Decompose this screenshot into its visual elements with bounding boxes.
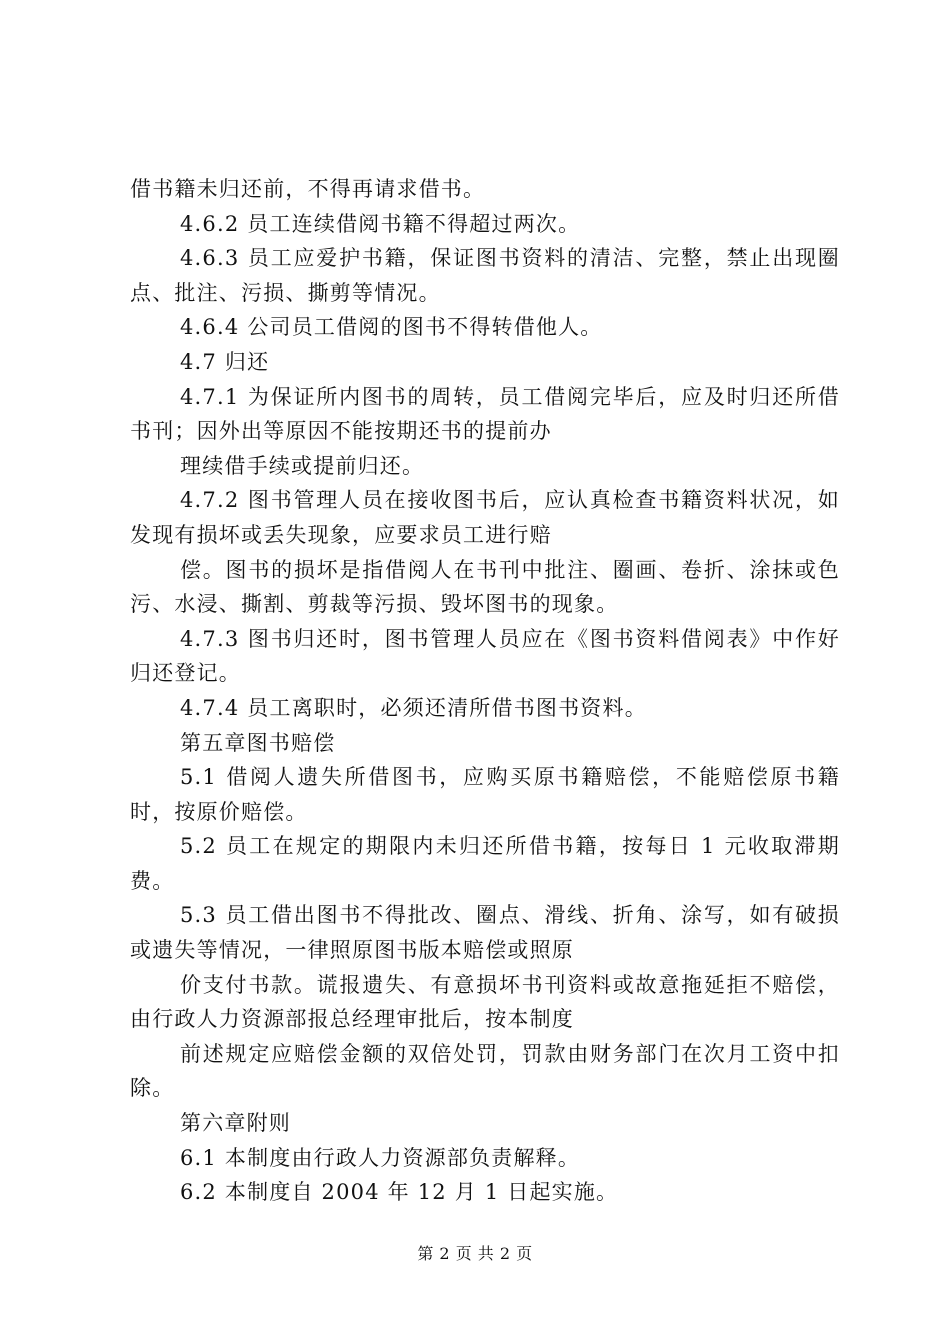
- paragraph-4-7-3: 4.7.3 图书归还时，图书管理人员应在《图书资料借阅表》中作好归还登记。: [130, 626, 840, 686]
- paragraph-4-7-1-continued: 理续借手续或提前归还。: [180, 453, 425, 478]
- paragraph-continuation: 借书籍未归还前，不得再请求借书。: [130, 177, 486, 201]
- paragraph-4-6-3: 4.6.3 员工应爱护书籍，保证图书资料的清洁、完整，禁止出现圈点、批注、污损、撕剪等情况。: [130, 246, 840, 305]
- paragraph-4-6-2: 4.6.2 员工连续借阅书籍不得超过两次。: [180, 211, 581, 236]
- page-number-label: 第 2 页 共 2 页: [417, 1244, 533, 1263]
- paragraph-6-1: 6.1 本制度由行政人力资源部负责解释。: [180, 1145, 581, 1170]
- paragraph-4-7-2: 4.7.2 图书管理人员在接收图书后，应认真检查书籍资料状况，如发现有损坏或丢失现象，应要求员工进行赔: [130, 488, 840, 547]
- paragraph-6-2: 6.2 本制度自 2004 年 12 月 1 日起实施。: [180, 1180, 619, 1205]
- paragraph-4-7-4: 4.7.4 员工离职时，必须还清所借书图书资料。: [180, 695, 647, 720]
- section-heading-4-7: 4.7 归还: [180, 349, 270, 374]
- page-footer: [0, 1244, 950, 1264]
- document-body: [130, 172, 840, 1210]
- paragraph-5-3: 5.3 员工借出图书不得批改、圈点、滑线、折角、涂写，如有破损或遗失等情况，一律照原图书版本赔偿或照原: [130, 903, 840, 963]
- chapter-heading-6: 第六章附则: [180, 1111, 291, 1136]
- paragraph-5-3-continued: 价支付书款。谎报遗失、有意损坏书刊资料或故意拖延拒不赔偿，由行政人力资源部报总经理审批后，按本制度: [130, 972, 840, 1032]
- chapter-heading-5: 第五章图书赔偿: [180, 730, 336, 755]
- paragraph-4-7-1: 4.7.1 为保证所内图书的周转，员工借阅完毕后，应及时归还所借书刊；因外出等原因不能按期还书的提前办: [130, 384, 840, 444]
- paragraph-4-6-4: 4.6.4 公司员工借阅的图书不得转借他人。: [180, 315, 603, 340]
- paragraph-4-7-2-continued: 偿。图书的损坏是指借阅人在书刊中批注、圈画、卷折、涂抹或色污、水浸、撕割、剪裁等污损、毁坏图书的现象。: [130, 557, 840, 617]
- paragraph-5-2: 5.2 员工在规定的期限内未归还所借书籍，按每日 1 元收取滞期费。: [130, 834, 840, 893]
- paragraph-5-1: 5.1 借阅人遗失所借图书，应购买原书籍赔偿，不能赔偿原书籍时，按原价赔偿。: [130, 765, 840, 824]
- paragraph-5-3-continued-2: 前述规定应赔偿金额的双倍处罚，罚款由财务部门在次月工资中扣除。: [130, 1041, 840, 1101]
